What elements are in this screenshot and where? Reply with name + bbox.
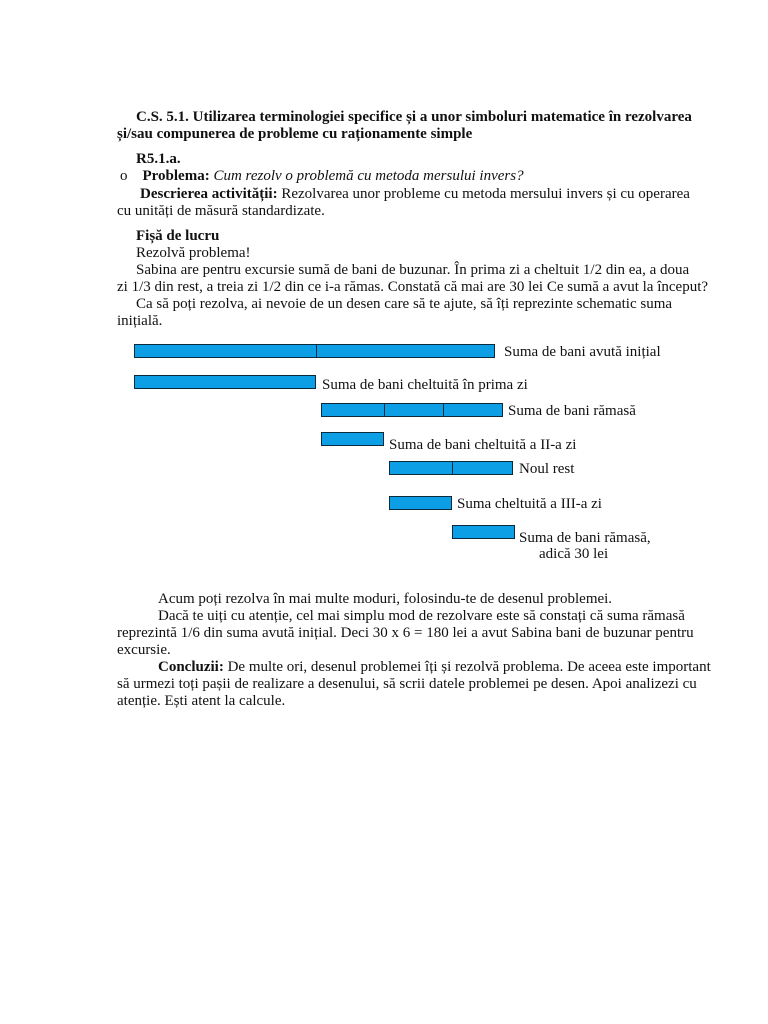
conclusion-line-2: să urmezi toți pașii de realizare a desenului, să scrii datele problemei pe desen. Apoi analizezi cu bbox=[117, 676, 697, 692]
worksheet-paragraph-2: zi 1/3 din rest, a treia zi 1/2 din ce i-a rămas. Constată că mai are 30 lei Ce sumă a avut la început? bbox=[117, 279, 709, 295]
header-line-2: și/sau compunerea de probleme cu raționamente simple bbox=[117, 126, 473, 142]
activity-label: Descrierea activității: bbox=[140, 186, 278, 202]
header-line-1: C.S. 5.1. Utilizarea terminologiei specifice și a unor simboluri matematice în rezolvarea bbox=[136, 109, 692, 125]
solution-line-1: Acum poți rezolva în mai multe moduri, folosindu-te de desenul problemei. bbox=[158, 591, 613, 607]
worksheet-paragraph-4: inițială. bbox=[117, 313, 163, 329]
bar-new-rest bbox=[389, 461, 513, 475]
bullet-marker: o bbox=[120, 168, 128, 184]
worksheet-title: Fișă de lucru bbox=[136, 228, 220, 244]
bar-day2-spent bbox=[321, 432, 384, 446]
problem-text: Cum rezolv o problemă cu metoda mersului invers? bbox=[213, 168, 524, 184]
conclusion-line-3: atenție. Ești atent la calcule. bbox=[117, 693, 286, 709]
solution-line-3: reprezintă 1/6 din suma avută inițial. Deci 30 x 6 = 180 lei a avut Sabina bani de buzunar pentru bbox=[117, 625, 694, 641]
solution-line-4: excursie. bbox=[117, 642, 171, 658]
objective-code: R5.1.a. bbox=[136, 151, 181, 167]
bar-initial-sum bbox=[134, 344, 495, 358]
label-final-remaining-2: adică 30 lei bbox=[539, 546, 609, 562]
bar-day3-spent bbox=[389, 496, 452, 510]
bar-divider bbox=[443, 404, 444, 416]
worksheet-instruction: Rezolvă problema! bbox=[136, 245, 251, 261]
label-day2-spent: Suma de bani cheltuită a II-a zi bbox=[389, 437, 577, 453]
bar-final-remaining bbox=[452, 525, 515, 539]
problem-line bbox=[120, 168, 524, 185]
bar-remaining-1 bbox=[321, 403, 503, 417]
worksheet-paragraph-3: Ca să poți rezolva, ai nevoie de un desen care să te ajute, să îți reprezinte schematic suma bbox=[136, 296, 673, 312]
conclusion-line-1 bbox=[158, 659, 711, 676]
activity-line-2: cu unități de măsură standardizate. bbox=[117, 203, 325, 219]
label-day3-spent: Suma cheltuită a III-a zi bbox=[457, 496, 602, 512]
problem-label: Problema: bbox=[142, 168, 210, 184]
label-initial-sum: Suma de bani avută inițial bbox=[504, 344, 661, 360]
bar-day1-spent bbox=[134, 375, 316, 389]
label-final-remaining-1: Suma de bani rămasă, bbox=[519, 530, 651, 546]
bar-divider bbox=[316, 345, 317, 357]
activity-line-1 bbox=[140, 186, 690, 203]
conclusion-label: Concluzii: bbox=[158, 659, 224, 675]
label-day1-spent: Suma de bani cheltuită în prima zi bbox=[322, 377, 528, 393]
bar-divider bbox=[452, 462, 453, 474]
label-remaining-1: Suma de bani rămasă bbox=[508, 403, 636, 419]
bar-divider bbox=[384, 404, 385, 416]
activity-text-1: Rezolvarea unor probleme cu metoda mersului invers și cu operarea bbox=[277, 186, 690, 202]
worksheet-paragraph-1: Sabina are pentru excursie sumă de bani de buzunar. În prima zi a cheltuit 1/2 din ea, a doua bbox=[136, 262, 690, 278]
label-new-rest: Noul rest bbox=[519, 461, 575, 477]
conclusion-text-1: De multe ori, desenul problemei îți și rezolvă problema. De aceea este important bbox=[223, 659, 711, 675]
solution-line-2: Dacă te uiți cu atenție, cel mai simplu mod de rezolvare este să constați că suma rămasă bbox=[158, 608, 685, 624]
